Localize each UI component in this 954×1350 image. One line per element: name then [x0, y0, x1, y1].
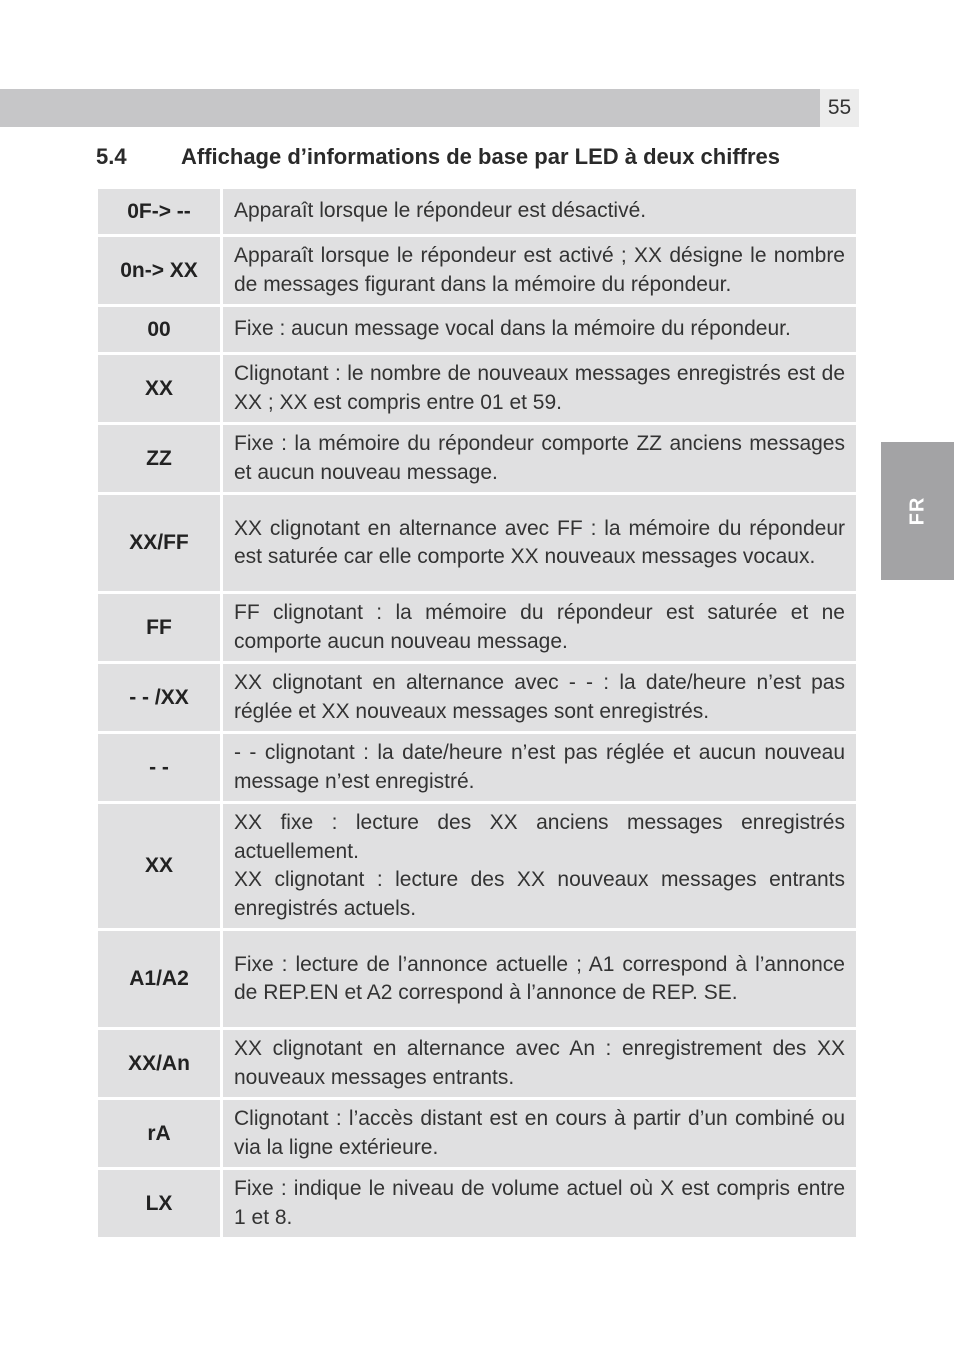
led-code-cell: 0n-> XX: [98, 237, 220, 304]
description-line: Fixe : indique le niveau de volume actuel où X est compris entre 1 et 8.: [234, 1177, 845, 1229]
led-description-cell: [223, 237, 856, 304]
table-row: [98, 307, 856, 352]
table-row: [98, 594, 856, 661]
led-description-cell: [223, 664, 856, 731]
description-line: Fixe : la mémoire du répondeur comporte ZZ anciens messages et aucun nouveau message.: [234, 432, 845, 484]
description-line: Apparaît lorsque le répondeur est désactivé.: [234, 199, 647, 223]
led-code-cell: ZZ: [98, 425, 220, 492]
led-code-cell: LX: [98, 1170, 220, 1237]
led-code-cell: FF: [98, 594, 220, 661]
section-number: 5.4: [96, 144, 127, 169]
led-description-cell: [223, 1030, 856, 1097]
led-code-cell: XX/An: [98, 1030, 220, 1097]
section-title: Affichage d’informations de base par LED à deux chiffres: [181, 144, 781, 169]
led-code-cell: - - /XX: [98, 664, 220, 731]
table-row: [98, 664, 856, 731]
description-line: Clignotant : le nombre de nouveaux messages enregistrés est de XX ; XX est compris entre 01 et 59.: [234, 362, 845, 414]
table-row: [98, 237, 856, 304]
led-table-body: [98, 189, 856, 1237]
led-description-cell: [223, 931, 856, 1027]
description-line: XX clignotant en alternance avec An : enregistrement des XX nouveaux messages entrants.: [234, 1037, 845, 1089]
led-code-cell: rA: [98, 1100, 220, 1167]
table-row: [98, 1100, 856, 1167]
led-description-cell: [223, 594, 856, 661]
description-line: FF clignotant : la mémoire du répondeur est saturée et ne comporte aucun nouveau message.: [234, 601, 845, 653]
led-description-cell: [223, 734, 856, 801]
led-code-cell: A1/A2: [98, 931, 220, 1027]
description-line: XX clignotant en alternance avec FF : la mémoire du répondeur est saturée car elle comporte XX nouveaux messages vocaux.: [234, 516, 845, 568]
led-description-cell: [223, 495, 856, 591]
table-row: [98, 495, 856, 591]
led-code-cell: XX/FF: [98, 495, 220, 591]
table-row: [98, 1170, 856, 1237]
table-row: [98, 189, 856, 234]
table-row: [98, 355, 856, 422]
led-code-cell: 00: [98, 307, 220, 352]
led-code-cell: XX: [98, 804, 220, 928]
description-line: Fixe : aucun message vocal dans la mémoire du répondeur.: [234, 317, 791, 341]
led-code-cell: 0F-> --: [98, 189, 220, 234]
description-line: XX fixe : lecture des XX anciens messages enregistrés actuellement.: [234, 811, 845, 863]
description-line: Apparaît lorsque le répondeur est activé ; XX désigne le nombre de messages figurant dans la mémoire du répondeur.: [234, 244, 845, 296]
led-code-cell: - -: [98, 734, 220, 801]
description-line: XX clignotant : lecture des XX nouveaux messages entrants enregistrés actuels.: [234, 868, 845, 920]
table-row: [98, 804, 856, 928]
table-row: [98, 425, 856, 492]
description-line: - - clignotant : la date/heure n’est pas réglée et aucun nouveau message n’est enregistré.: [234, 741, 845, 793]
page-number: 55: [820, 89, 859, 127]
header-band: [0, 89, 820, 127]
led-code-cell: XX: [98, 355, 220, 422]
led-description-cell: [223, 1100, 856, 1167]
led-display-table: [95, 186, 859, 1240]
led-description-cell: [223, 1170, 856, 1237]
description-line: Fixe : lecture de l’annonce actuelle ; A1 correspond à l’annonce de REP.EN et A2 correspond à l’annonce de REP. SE.: [234, 952, 845, 1004]
table-row: [98, 931, 856, 1027]
description-line: XX clignotant en alternance avec - - : la date/heure n’est pas réglée et XX nouveaux messages sont enregistrés.: [234, 671, 845, 723]
led-description-cell: [223, 355, 856, 422]
led-description-cell: [223, 804, 856, 928]
led-description-cell: [223, 425, 856, 492]
language-tab: [881, 442, 954, 580]
led-description-cell: [223, 189, 856, 234]
led-description-cell: [223, 307, 856, 352]
language-tab-label: FR: [906, 496, 928, 526]
section-heading: [96, 144, 780, 170]
table-row: [98, 734, 856, 801]
description-line: Clignotant : l’accès distant est en cours à partir d’un combiné ou via la ligne extérieure.: [234, 1107, 845, 1159]
table-row: [98, 1030, 856, 1097]
